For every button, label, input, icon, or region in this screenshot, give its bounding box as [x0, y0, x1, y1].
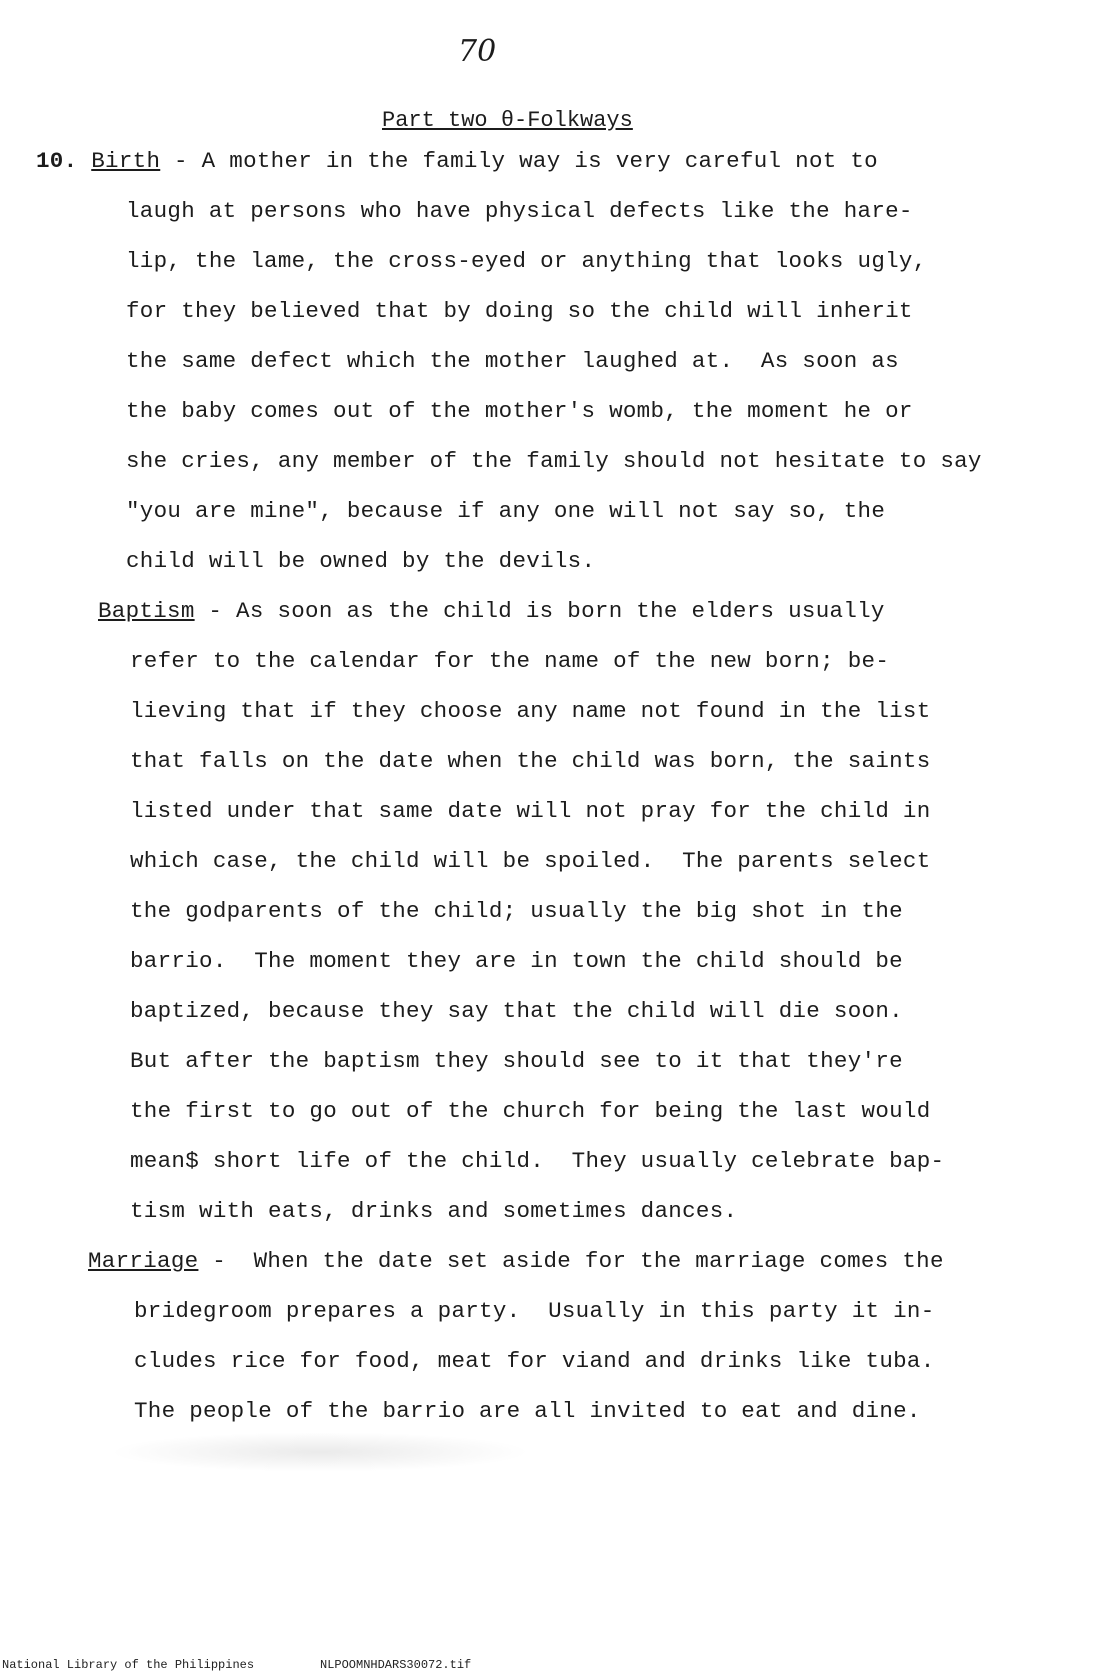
- text-line: the baby comes out of the mother's womb, the moment he or: [126, 398, 913, 424]
- text-line: - A mother in the family way is very careful not to: [160, 148, 878, 174]
- text-line: lip, the lame, the cross-eyed or anything that looks ugly,: [126, 248, 927, 274]
- text-line: refer to the calendar for the name of the new born; be-: [130, 648, 890, 674]
- item-number: 10.: [36, 148, 78, 174]
- footer-filename: NLPOOMNHDARS30072.tif: [320, 1658, 472, 1672]
- scan-smudge: [110, 1432, 530, 1472]
- text-line: "you are mine", because if any one will not say so, the: [126, 498, 886, 524]
- marriage-label: Marriage: [88, 1248, 199, 1274]
- text-line: - When the date set aside for the marriage comes the: [198, 1248, 944, 1274]
- text-line: - As soon as the child is born the elders usually: [194, 598, 885, 624]
- birth-label: Birth: [91, 148, 161, 174]
- page-number: 70: [458, 34, 497, 69]
- text-line: listed under that same date will not pray for the child in: [130, 798, 931, 824]
- marriage-first-line: [88, 1246, 944, 1276]
- text-line: the godparents of the child; usually the big shot in the: [130, 898, 903, 924]
- birth-first-line: [36, 146, 878, 176]
- footer-library: National Library of the Philippines: [2, 1658, 255, 1672]
- text-line: that falls on the date when the child was born, the saints: [130, 748, 931, 774]
- text-line: mean$ short life of the child. They usually celebrate bap-: [130, 1148, 945, 1174]
- text-line: for they believed that by doing so the child will inherit: [126, 298, 913, 324]
- text-line: tism with eats, drinks and sometimes dances.: [130, 1198, 738, 1224]
- text-line: baptized, because they say that the child will die soon.: [130, 998, 903, 1024]
- text-line: the first to go out of the church for being the last would: [130, 1098, 931, 1124]
- text-line: But after the baptism they should see to it that they're: [130, 1048, 903, 1074]
- text-line: laugh at persons who have physical defects like the hare-: [126, 198, 913, 224]
- text-line: the same defect which the mother laughed at. As soon as: [126, 348, 899, 374]
- text-line: she cries, any member of the family should not hesitate to say: [126, 448, 982, 474]
- text-line: cludes rice for food, meat for viand and drinks like tuba.: [134, 1348, 935, 1374]
- text-line: The people of the barrio are all invited to eat and dine.: [134, 1398, 921, 1424]
- text-line: barrio. The moment they are in town the child should be: [130, 948, 903, 974]
- baptism-first-line: [98, 596, 885, 626]
- baptism-label: Baptism: [98, 598, 195, 624]
- text-line: child will be owned by the devils.: [126, 548, 596, 574]
- section-heading: Part two θ-Folkways: [382, 108, 633, 133]
- text-line: which case, the child will be spoiled. The parents select: [130, 848, 931, 874]
- text-line: lieving that if they choose any name not found in the list: [130, 698, 931, 724]
- text-line: bridegroom prepares a party. Usually in this party it in-: [134, 1298, 935, 1324]
